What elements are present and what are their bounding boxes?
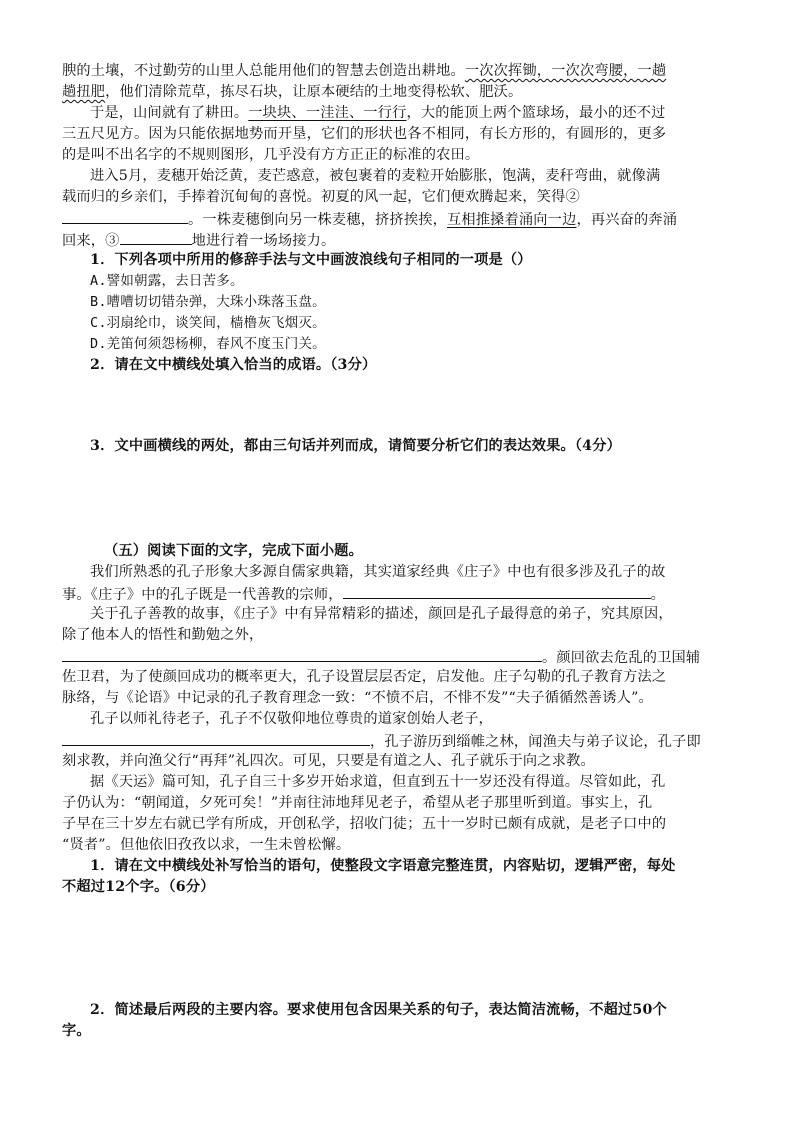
passage-line: 于是，山间就有了耕田。一块块、一洼洼、一行行，大的能顶上两个篮球场，最小的还不过 xyxy=(90,105,666,121)
question-3: 3．文中画横线的两处，都由三句话并列而成，请简要分析它们的表达效果。（4分） xyxy=(90,438,621,454)
option-d[interactable]: D.羌笛何须怨杨柳，春风不度玉门关。 xyxy=(90,336,326,352)
passage-line: 子仍认为：“朝闻道，夕死可矣！”并南往沛地拜见老子，希望从老子那里听到道。事实上，孔 xyxy=(62,795,653,811)
option-b[interactable]: B.嘈嘈切切错杂弹，大珠小珠落玉盘。 xyxy=(90,294,326,310)
passage-line: 。颜回欲去危乱的卫国辅 xyxy=(62,646,700,669)
section-heading: （五）阅读下面的文字，完成下面小题。 xyxy=(104,543,363,559)
wavy-underlined-sentence: 一次次挥锄，一次次弯腰，一趟 xyxy=(464,63,667,79)
answer-blank[interactable] xyxy=(120,229,192,245)
answer-blank[interactable] xyxy=(62,208,188,224)
passage-line: 的是叫不出名字的不规则图形，几乎没有方方正正的标准的农田。 xyxy=(62,147,480,163)
passage-line: “贤者”。但他依旧孜孜以求，一生未曾松懈。 xyxy=(62,837,351,853)
section5-question-1: 不超过12个字。（6分） xyxy=(62,879,215,895)
passage-line: 我们所熟悉的孔子形象大多源自儒家典籍，其实道家经典《庄子》中也有很多涉及孔子的故 xyxy=(90,564,666,580)
underlined-sentence: 互相推搡着涌向一边 xyxy=(446,212,577,228)
question-2: 2．请在文中横线处填入恰当的成语。（3分） xyxy=(90,357,377,373)
passage-line: ，孔子游历到缁帷之林，闻渔夫与弟子议论，孔子即 xyxy=(62,730,701,753)
section5-question-2: 2．简述最后两段的主要内容。要求使用包含因果关系的句子，表达简洁流畅，不超过50个 xyxy=(90,1002,667,1018)
passage-line: 子早在三十岁左右就已学有所成，开创私学，招收门徒；五十一岁时已颇有成就，是老子口中的 xyxy=(62,816,667,832)
section5-question-2: 字。 xyxy=(62,1023,91,1039)
section5-question-1: 1．请在文中横线处补写恰当的语句，使整段文字语意完整连贯，内容贴切，逻辑严密，每处 xyxy=(90,858,676,874)
underlined-sentence: 一块块、一洼洼、一行行 xyxy=(248,105,407,121)
passage-line: 趟扭肥，他们清除荒草，拣尽石块，让原本硬结的土地变得松软、肥沃。 xyxy=(62,84,523,100)
passage-line: 回来，③ 地进行着一场场接力。 xyxy=(62,229,335,252)
passage-line: 载而归的乡亲们，手捧着沉甸甸的喜悦。初夏的风一起，它们便欢腾起来，笑得② xyxy=(62,189,580,205)
passage-line: 进入5月，麦穗开始泛黄，麦芒惑意，被包裹着的麦粒开始膨胀，饱满，麦秆弯曲，就像满 xyxy=(90,168,661,184)
passage-line: 腴的土壤，不过勤劳的山里人总能用他们的智慧去创造出耕地。一次次挥锄，一次次弯腰，一趟 xyxy=(62,63,667,79)
answer-blank[interactable] xyxy=(343,583,651,599)
wavy-underlined-sentence: 趟扭肥 xyxy=(62,84,106,100)
passage-line: 佐卫君，为了使颜回成功的概率更大，孔子设置层层否定，启发他。庄子勾勒的孔子教育方法之 xyxy=(62,669,667,685)
option-c[interactable]: C.羽扇纶巾，谈笑间，樯橹灰飞烟灭。 xyxy=(90,315,326,331)
passage-line: 三五尺见方。因为只能依据地势而开垦，它们的形状也各不相同，有长方形的，有圆形的，更多 xyxy=(62,126,667,142)
passage-line: 脉络，与《论语》中记录的孔子教育理念一致：“不愤不启，不悱不发”“夫子循循然善诱人”。 xyxy=(62,690,653,706)
passage-line: 除了他本人的悟性和勤勉之外， xyxy=(62,627,264,643)
passage-line: 。一株麦穗倒向另一株麦穗，挤挤挨挨，互相推搡着涌向一边，再兴奋的奔涌 xyxy=(62,208,677,231)
question-1-stem: 1．下列各项中所用的修辞手法与文中画波浪线句子相同的一项是（） xyxy=(90,252,532,268)
passage-line: 孔子以师礼待老子，孔子不仅敬仰地位尊贵的道家创始人老子， xyxy=(90,711,493,727)
passage-line: 刻求教，并向渔父行“再拜”礼四次。可见，只要是有道之人、孔子就乐于向之求教。 xyxy=(62,753,595,769)
answer-blank[interactable] xyxy=(62,730,370,746)
passage-line: 关于孔子善教的故事，《庄子》中有异常精彩的描述，颜回是孔子最得意的弟子，究其原因， xyxy=(90,606,673,622)
passage-line: 事。《庄子》中的孔子既是一代善教的宗师， 。 xyxy=(62,583,665,606)
passage-line: 据《天运》篇可知，孔子自三十多岁开始求道，但直到五十一岁还没有得道。尽管如此，孔 xyxy=(90,774,666,790)
option-a[interactable]: A.譬如朝露，去日苦多。 xyxy=(90,273,244,289)
answer-blank[interactable] xyxy=(62,646,542,662)
